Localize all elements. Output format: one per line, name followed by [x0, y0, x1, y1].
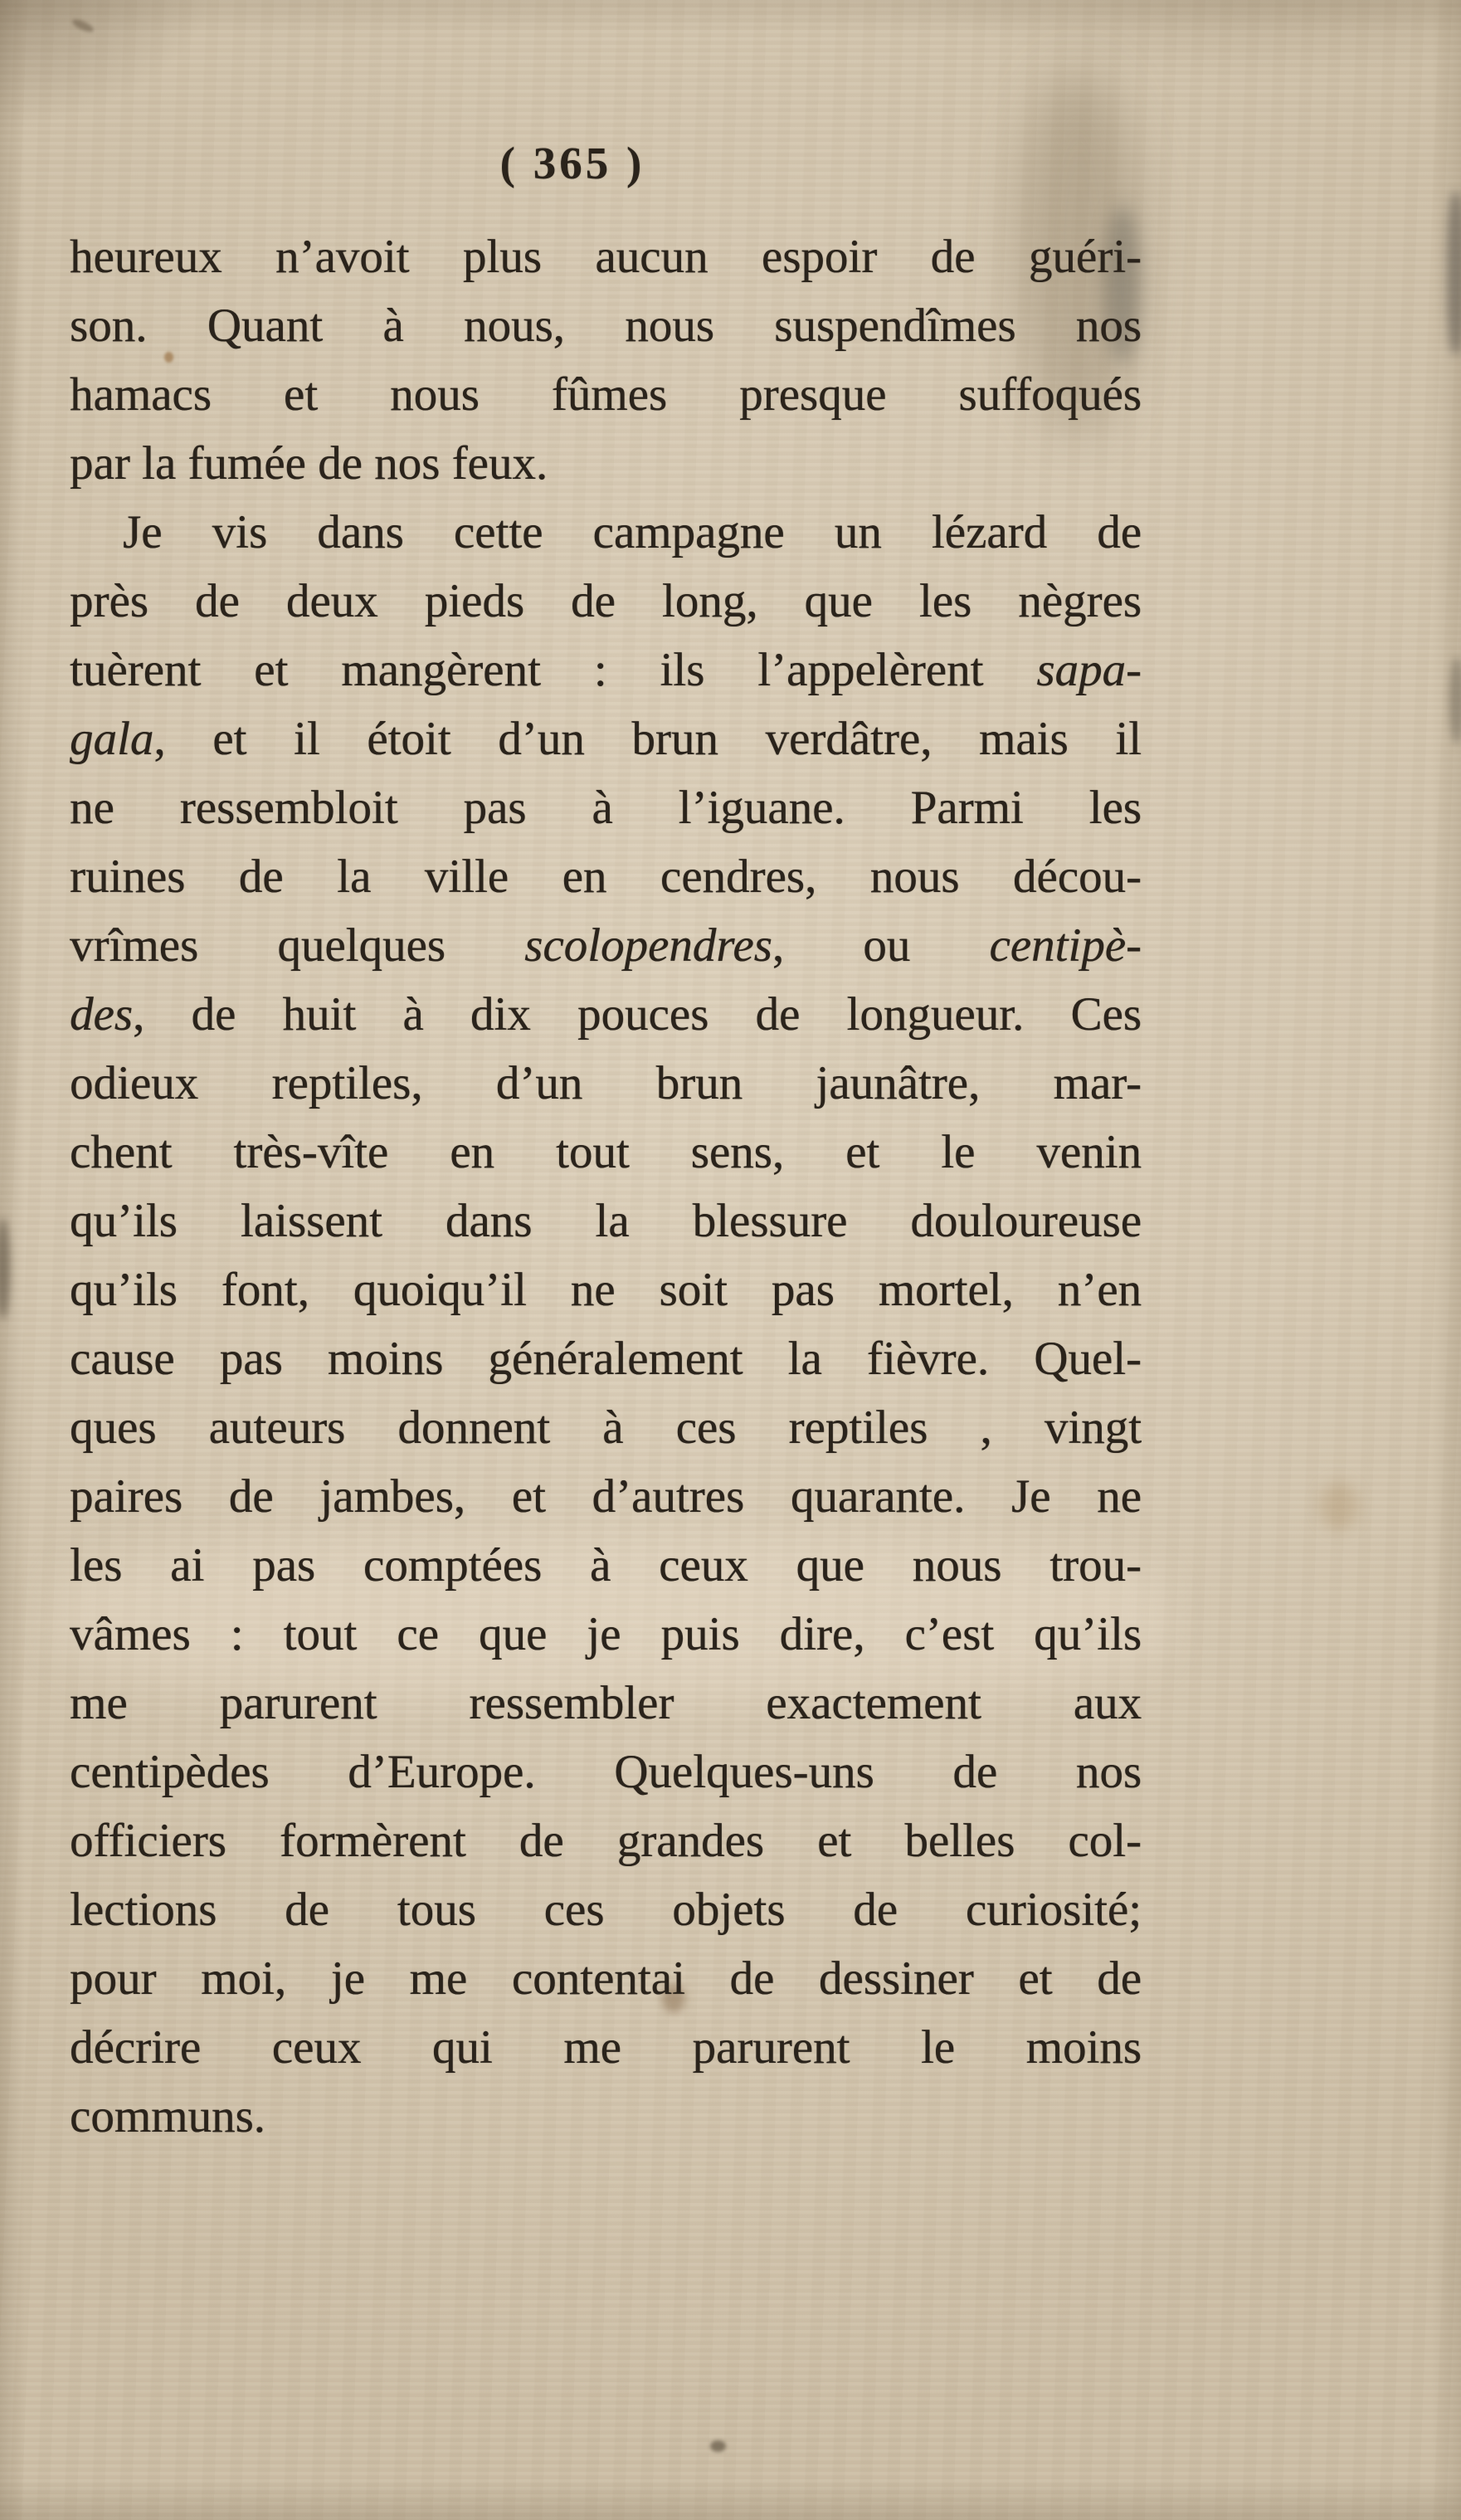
text-line — [70, 1806, 1142, 1875]
page-edge-smudge — [1449, 657, 1461, 744]
text-segment: , de huit à dix pouces de longueur. Ces — [132, 988, 1142, 1041]
text-segment: décrire ceux qui me parurent le moins — [70, 2021, 1142, 2074]
text-line — [70, 1875, 1142, 1944]
text-line — [70, 2013, 1142, 2082]
text-line — [70, 1600, 1142, 1669]
text-segment: officiers formèrent de grandes et belles col- — [70, 1815, 1142, 1867]
text-segment: , et il étoit d’un brun verdâtre, mais il — [153, 713, 1142, 765]
text-segment: ques auteurs donnent à ces reptiles , vingt — [70, 1401, 1142, 1454]
page-edge-smudge — [1447, 193, 1461, 354]
text-line — [70, 1049, 1142, 1118]
paper-stain — [1319, 1482, 1359, 1530]
text-segment: vrîmes quelques — [70, 919, 525, 972]
text-segment: odieux reptiles, d’un brun jaunâtre, mar- — [70, 1057, 1142, 1109]
text-line — [70, 1187, 1142, 1255]
text-line — [70, 1462, 1142, 1531]
text-line — [70, 1669, 1142, 1738]
text-segment: chent très-vîte en tout sens, et le venin — [70, 1126, 1142, 1178]
page-number: ( 365 ) — [499, 138, 645, 188]
text-segment: lections de tous ces objets de curiosité; — [70, 1884, 1142, 1936]
text-line — [70, 291, 1142, 360]
paper-speck — [710, 2440, 726, 2452]
italic-text-segment: scolopendres — [524, 919, 772, 972]
text-line — [70, 636, 1142, 704]
italic-text-segment: des — [70, 988, 133, 1041]
page-text — [70, 222, 1142, 2151]
text-segment: cause pas moins généralement la fièvre. Quel- — [70, 1333, 1142, 1385]
text-segment: hamacs et nous fûmes presque suffoqués — [70, 368, 1142, 421]
text-line — [70, 911, 1142, 980]
text-line — [70, 1324, 1142, 1393]
text-line — [70, 498, 1142, 567]
text-line — [70, 2082, 1142, 2151]
text-segment: centipèdes d’Europe. Quelques-uns de nos — [70, 1746, 1142, 1798]
text-line — [70, 429, 1142, 498]
italic-text-segment: gala — [70, 713, 154, 765]
text-line — [70, 360, 1142, 429]
text-segment: ruines de la ville en cendres, nous décou- — [70, 851, 1142, 903]
text-line — [70, 704, 1142, 773]
text-line — [70, 842, 1142, 911]
text-line — [70, 222, 1142, 291]
text-segment: tuèrent et mangèrent : ils l’appelèrent — [70, 644, 1037, 696]
text-segment: par la fumée de nos feux. — [70, 437, 548, 490]
text-segment: pour moi, je me contentai de dessiner et de — [70, 1952, 1142, 2005]
text-line — [70, 1118, 1142, 1187]
page-edge-smudge — [0, 1218, 10, 1319]
text-segment: son. Quant à nous, nous suspendîmes nos — [70, 300, 1142, 352]
text-segment: paires de jambes, et d’autres quarante. Je ne — [70, 1470, 1142, 1523]
text-segment: heureux n’avoit plus aucun espoir de guéri- — [70, 231, 1142, 283]
text-line — [70, 567, 1142, 636]
text-segment: communs. — [70, 2090, 265, 2142]
text-segment: ne ressembloit pas à l’iguane. Parmi les — [70, 782, 1142, 834]
text-line — [70, 980, 1142, 1049]
italic-text-segment: centipè- — [989, 919, 1142, 972]
text-segment: qu’ils font, quoiqu’il ne soit pas mortel, n’en — [70, 1264, 1142, 1316]
text-line — [70, 1531, 1142, 1600]
text-line — [70, 1255, 1142, 1324]
italic-text-segment: sapa- — [1036, 644, 1142, 696]
text-line — [70, 773, 1142, 842]
text-segment: vâmes : tout ce que je puis dire, c’est qu’ils — [70, 1608, 1142, 1660]
text-segment: près de deux pieds de long, que les nègres — [70, 575, 1142, 627]
paper-fiber-mark — [71, 17, 95, 35]
text-segment: me parurent ressembler exactement aux — [70, 1677, 1142, 1729]
text-line — [70, 1738, 1142, 1806]
text-segment: qu’ils laissent dans la blessure douloureuse — [70, 1195, 1142, 1247]
text-segment: les ai pas comptées à ceux que nous trou- — [70, 1539, 1142, 1591]
text-segment: Je vis dans cette campagne un lézard de — [123, 506, 1142, 558]
text-line — [70, 1393, 1142, 1462]
text-line — [70, 1944, 1142, 2013]
text-segment: , ou — [772, 919, 990, 972]
